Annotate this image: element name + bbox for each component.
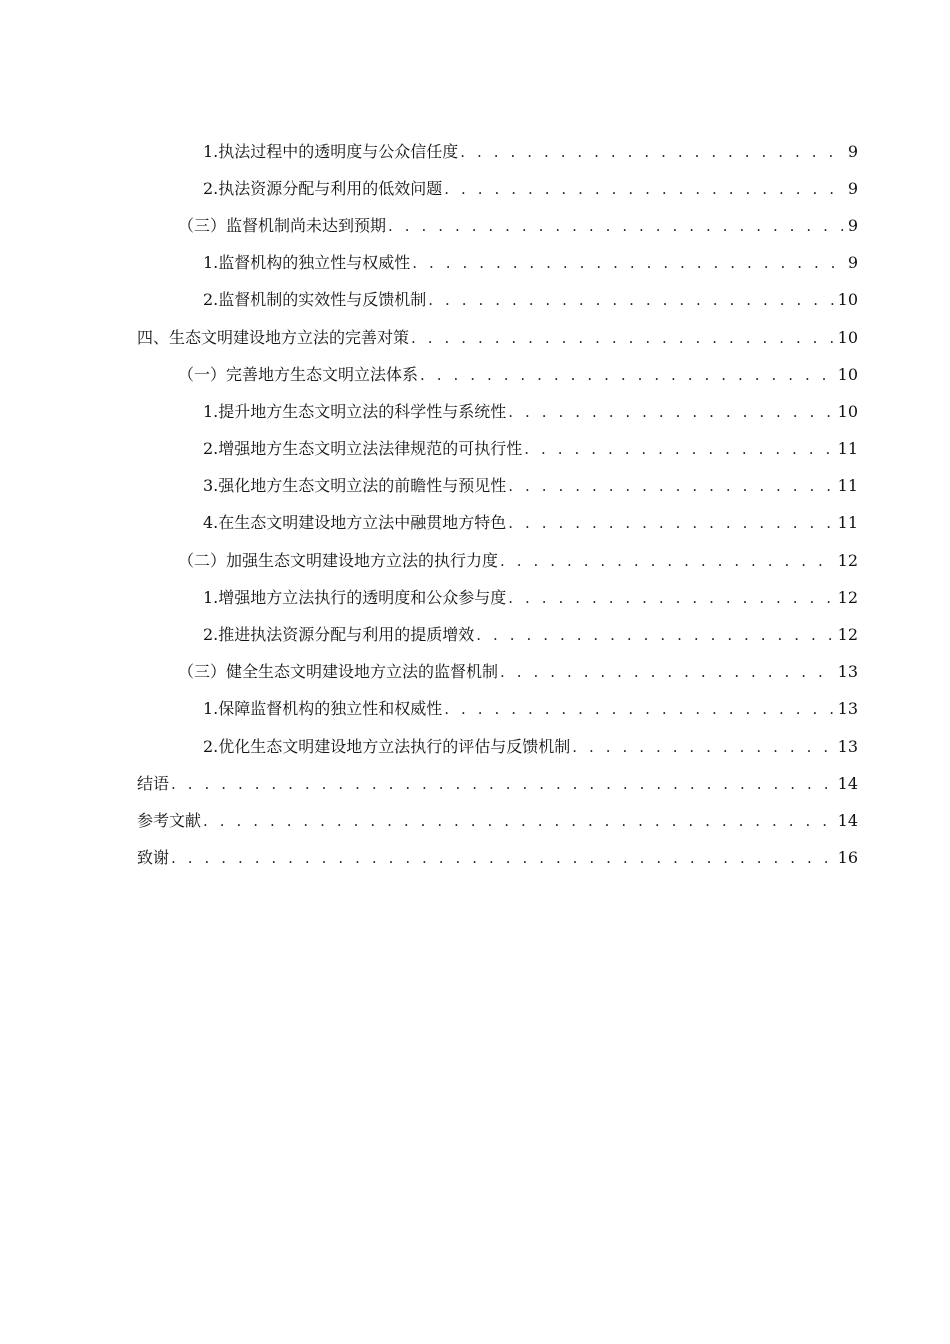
toc-dot-leader bbox=[460, 142, 845, 162]
toc-page-number: 9 bbox=[847, 253, 858, 273]
toc-dot-leader bbox=[203, 811, 835, 831]
table-of-contents bbox=[0, 133, 950, 877]
toc-page-number: 10 bbox=[837, 327, 858, 347]
toc-page-number: 16 bbox=[837, 848, 858, 868]
toc-entry[interactable] bbox=[0, 579, 950, 616]
toc-dot-leader bbox=[500, 551, 835, 571]
toc-page-number: 11 bbox=[837, 439, 858, 459]
toc-entry-title: （三）监督机制尚未达到预期 bbox=[178, 215, 387, 235]
toc-page-number: 11 bbox=[837, 513, 858, 533]
toc-dot-leader bbox=[411, 328, 835, 348]
toc-entry[interactable] bbox=[0, 728, 950, 765]
toc-entry-title: 3.强化地方生态文明立法的前瞻性与预见性 bbox=[203, 476, 507, 496]
toc-entry-title: 致谢 bbox=[137, 848, 170, 868]
toc-entry[interactable] bbox=[0, 802, 950, 839]
toc-entry[interactable] bbox=[0, 282, 950, 319]
toc-entry[interactable] bbox=[0, 505, 950, 542]
toc-dot-leader bbox=[572, 737, 834, 757]
toc-dot-leader bbox=[412, 253, 845, 273]
toc-entry-title: 结语 bbox=[137, 773, 170, 793]
toc-entry[interactable] bbox=[0, 654, 950, 691]
toc-page-number: 14 bbox=[837, 773, 858, 793]
toc-entry-title: 2.推进执法资源分配与利用的提质增效 bbox=[203, 625, 475, 645]
toc-entry-title: 2.优化生态文明建设地方立法执行的评估与反馈机制 bbox=[203, 736, 571, 756]
toc-entry[interactable] bbox=[0, 133, 950, 170]
toc-dot-leader bbox=[500, 662, 835, 682]
toc-dot-leader bbox=[428, 290, 834, 310]
toc-entry[interactable] bbox=[0, 393, 950, 430]
toc-dot-leader bbox=[508, 476, 834, 496]
toc-entry-title: 四、生态文明建设地方立法的完善对策 bbox=[137, 327, 410, 347]
toc-entry[interactable] bbox=[0, 691, 950, 728]
toc-dot-leader bbox=[508, 513, 834, 533]
toc-page-number: 13 bbox=[837, 736, 858, 756]
toc-dot-leader bbox=[524, 439, 834, 459]
toc-page-number: 12 bbox=[837, 587, 858, 607]
toc-page-number: 13 bbox=[837, 699, 858, 719]
toc-dot-leader bbox=[476, 625, 834, 645]
toc-entry-title: 2.增强地方生态文明立法法律规范的可执行性 bbox=[203, 439, 523, 459]
toc-entry-title: 4.在生态文明建设地方立法中融贯地方特色 bbox=[203, 513, 507, 533]
toc-dot-leader bbox=[444, 179, 845, 199]
toc-page-number: 10 bbox=[837, 364, 858, 384]
toc-entry[interactable] bbox=[0, 542, 950, 579]
toc-dot-leader bbox=[171, 848, 835, 868]
toc-page-number: 9 bbox=[847, 141, 858, 161]
toc-page-number: 12 bbox=[837, 625, 858, 645]
toc-entry[interactable] bbox=[0, 170, 950, 207]
toc-entry-title: 参考文献 bbox=[137, 810, 202, 830]
toc-entry[interactable] bbox=[0, 840, 950, 877]
toc-dot-leader bbox=[171, 774, 835, 794]
toc-entry-title: 2.监督机制的实效性与反馈机制 bbox=[203, 290, 427, 310]
toc-entry-title: 1.保障监督机构的独立性和权威性 bbox=[203, 699, 443, 719]
toc-dot-leader bbox=[508, 588, 834, 608]
toc-entry[interactable] bbox=[0, 319, 950, 356]
toc-entry-title: 2.执法资源分配与利用的低效问题 bbox=[203, 178, 443, 198]
toc-dot-leader bbox=[444, 699, 834, 719]
toc-entry-title: 1.监督机构的独立性与权威性 bbox=[203, 253, 411, 273]
toc-page-number: 9 bbox=[847, 178, 858, 198]
toc-page-number: 11 bbox=[837, 476, 858, 496]
toc-page-number: 10 bbox=[837, 401, 858, 421]
toc-entry-title: 1.提升地方生态文明立法的科学性与系统性 bbox=[203, 401, 507, 421]
toc-entry-title: 1.增强地方立法执行的透明度和公众参与度 bbox=[203, 587, 507, 607]
toc-page-number: 14 bbox=[837, 810, 858, 830]
toc-entry[interactable] bbox=[0, 431, 950, 468]
toc-entry-title: （一）完善地方生态文明立法体系 bbox=[178, 364, 419, 384]
toc-entry-title: （二）加强生态文明建设地方立法的执行力度 bbox=[178, 550, 499, 570]
toc-page-number: 13 bbox=[837, 662, 858, 682]
toc-dot-leader bbox=[508, 402, 834, 422]
toc-entry[interactable] bbox=[0, 468, 950, 505]
toc-page-number: 9 bbox=[847, 215, 858, 235]
toc-entry-title: （三）健全生态文明建设地方立法的监督机制 bbox=[178, 662, 499, 682]
toc-page-number: 12 bbox=[837, 550, 858, 570]
toc-entry[interactable] bbox=[0, 616, 950, 653]
toc-entry[interactable] bbox=[0, 765, 950, 802]
toc-entry[interactable] bbox=[0, 245, 950, 282]
toc-page-number: 10 bbox=[837, 290, 858, 310]
toc-entry[interactable] bbox=[0, 207, 950, 244]
toc-entry[interactable] bbox=[0, 356, 950, 393]
toc-dot-leader bbox=[420, 365, 835, 385]
toc-dot-leader bbox=[388, 216, 845, 236]
toc-entry-title: 1.执法过程中的透明度与公众信任度 bbox=[203, 141, 459, 161]
